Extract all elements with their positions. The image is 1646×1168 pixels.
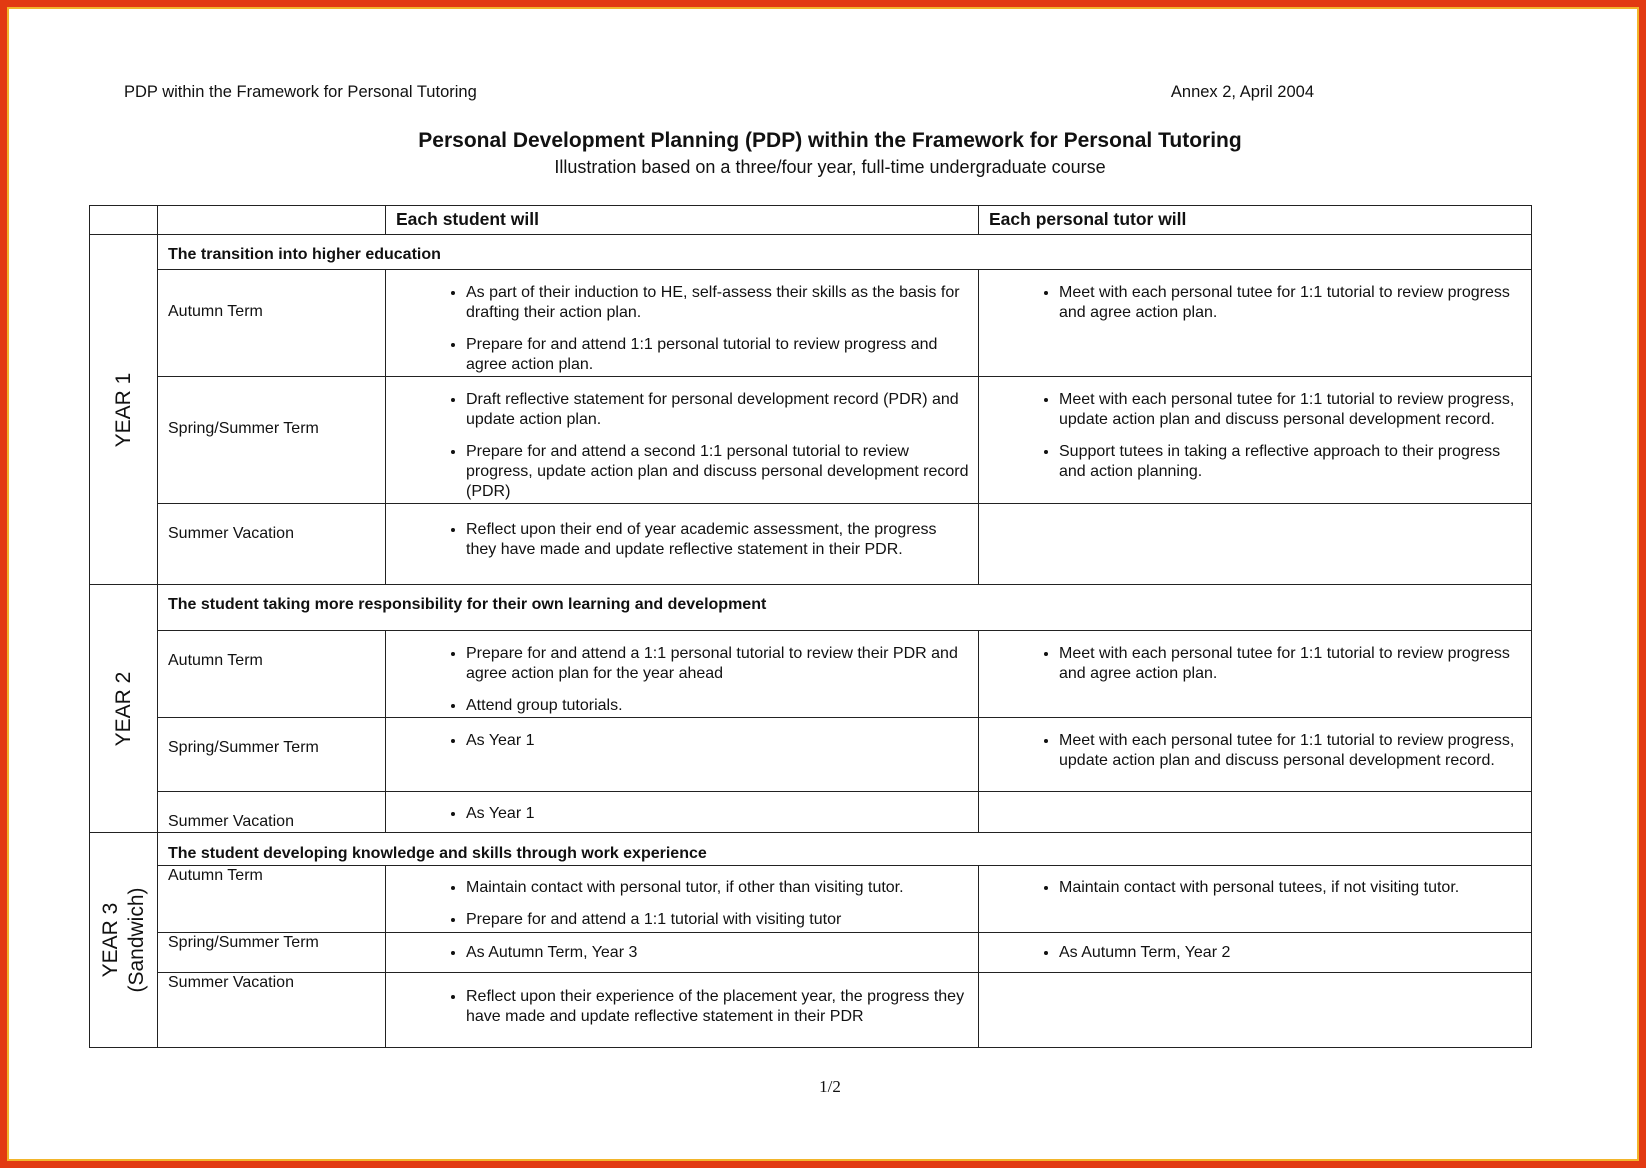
- term-label: Summer Vacation: [158, 973, 386, 1048]
- column-header-student: Each student will: [386, 206, 979, 235]
- term-label: Summer Vacation: [158, 504, 386, 585]
- list-item: • Meet with each personal tutee for 1:1 tutorial to review progress, update action plan and discuss personal development record.: [1059, 731, 1523, 771]
- term-label: Spring/Summer Term: [158, 718, 386, 792]
- student-cell: [386, 933, 979, 973]
- tutor-cell: [979, 792, 1532, 833]
- table-row: [90, 270, 1532, 377]
- table-header-row: [90, 206, 1532, 235]
- student-cell: [386, 631, 979, 718]
- section-heading: The transition into higher education: [158, 235, 1532, 270]
- list-item: • Prepare for and attend 1:1 personal tutorial to review progress and agree action plan.: [466, 335, 970, 375]
- student-cell: [386, 792, 979, 833]
- list-item: • Support tutees in taking a reflective approach to their progress and action planning.: [1059, 442, 1523, 482]
- list-item: • Prepare for and attend a 1:1 tutorial with visiting tutor: [466, 910, 970, 930]
- column-header-tutor: Each personal tutor will: [979, 206, 1532, 235]
- term-label: Autumn Term: [158, 270, 386, 377]
- running-header-left: PDP within the Framework for Personal Tutoring: [124, 83, 477, 101]
- student-cell: [386, 377, 979, 504]
- list-item: • Meet with each personal tutee for 1:1 tutorial to review progress and agree action plan.: [1059, 644, 1523, 684]
- list-item: • As Autumn Term, Year 3: [466, 943, 970, 963]
- running-header-right: Annex 2, April 2004: [1170, 83, 1314, 101]
- table-row: [90, 792, 1532, 833]
- list-item: • As Year 1: [466, 731, 970, 751]
- document-subtitle: Illustration based on a three/four year, full-time undergraduate course: [554, 157, 1106, 177]
- table-row: [90, 973, 1532, 1048]
- list-item: • Meet with each personal tutee for 1:1 tutorial to review progress and agree action plan.: [1059, 283, 1523, 323]
- tutor-cell: [979, 631, 1532, 718]
- student-cell: [386, 973, 979, 1048]
- term-label: Spring/Summer Term: [158, 933, 386, 973]
- section-row: [90, 833, 1532, 866]
- list-item: • Reflect upon their end of year academic assessment, the progress they have made and update reflective statement in their PDR.: [466, 520, 970, 560]
- tutor-cell: [979, 270, 1532, 377]
- tutor-cell: [979, 973, 1532, 1048]
- list-item: • As Autumn Term, Year 2: [1059, 943, 1523, 963]
- tutor-cell: [979, 866, 1532, 933]
- section-heading: The student developing knowledge and skills through work experience: [158, 833, 1532, 866]
- list-item: • Attend group tutorials.: [466, 696, 970, 716]
- term-label: Spring/Summer Term: [158, 377, 386, 504]
- table-row: [90, 933, 1532, 973]
- list-item: • Maintain contact with personal tutor, if other than visiting tutor.: [466, 878, 970, 898]
- list-item: • Reflect upon their experience of the placement year, the progress they have made and update reflective statement in their PDR: [466, 987, 970, 1027]
- section-heading: The student taking more responsibility for their own learning and development: [158, 585, 1532, 631]
- table-row: [90, 377, 1532, 504]
- list-item: • As Year 1: [466, 804, 970, 824]
- year-label: YEAR 1: [111, 372, 135, 447]
- student-cell: [386, 718, 979, 792]
- term-label: Summer Vacation: [158, 792, 386, 833]
- header-blank-term: [158, 206, 386, 235]
- tutor-cell: [979, 377, 1532, 504]
- student-cell: [386, 270, 979, 377]
- document-title: Personal Development Planning (PDP) within the Framework for Personal Tutoring: [418, 129, 1242, 152]
- table-row: [90, 631, 1532, 718]
- page-number: 1/2: [819, 1077, 841, 1096]
- student-cell: [386, 504, 979, 585]
- tutor-cell: [979, 933, 1532, 973]
- section-row: [90, 585, 1532, 631]
- section-row: [90, 235, 1532, 270]
- header-blank-year: [90, 206, 158, 235]
- year-label: YEAR 3 (Sandwich): [98, 887, 148, 993]
- pdp-table: [89, 205, 1532, 1048]
- tutor-cell: [979, 718, 1532, 792]
- table-row: [90, 504, 1532, 585]
- year-cell: [90, 833, 158, 1048]
- list-item: • Prepare for and attend a 1:1 personal tutorial to review their PDR and agree action plan for the year ahead: [466, 644, 970, 684]
- list-item: • Draft reflective statement for personal development record (PDR) and update action plan.: [466, 390, 970, 430]
- list-item: • As part of their induction to HE, self-assess their skills as the basis for drafting their action plan.: [466, 283, 970, 323]
- term-label: Autumn Term: [158, 631, 386, 718]
- table-row: [90, 866, 1532, 933]
- year-label: YEAR 2: [111, 671, 135, 746]
- table-row: [90, 718, 1532, 792]
- student-cell: [386, 866, 979, 933]
- list-item: • Maintain contact with personal tutees, if not visiting tutor.: [1059, 878, 1523, 898]
- year-cell: [90, 585, 158, 833]
- list-item: • Prepare for and attend a second 1:1 personal tutorial to review progress, update action plan and discuss personal development record (PDR): [466, 442, 970, 502]
- tutor-cell: [979, 504, 1532, 585]
- year-cell: [90, 235, 158, 585]
- list-item: • Meet with each personal tutee for 1:1 tutorial to review progress, update action plan and discuss personal development record.: [1059, 390, 1523, 430]
- term-label: Autumn Term: [158, 866, 386, 933]
